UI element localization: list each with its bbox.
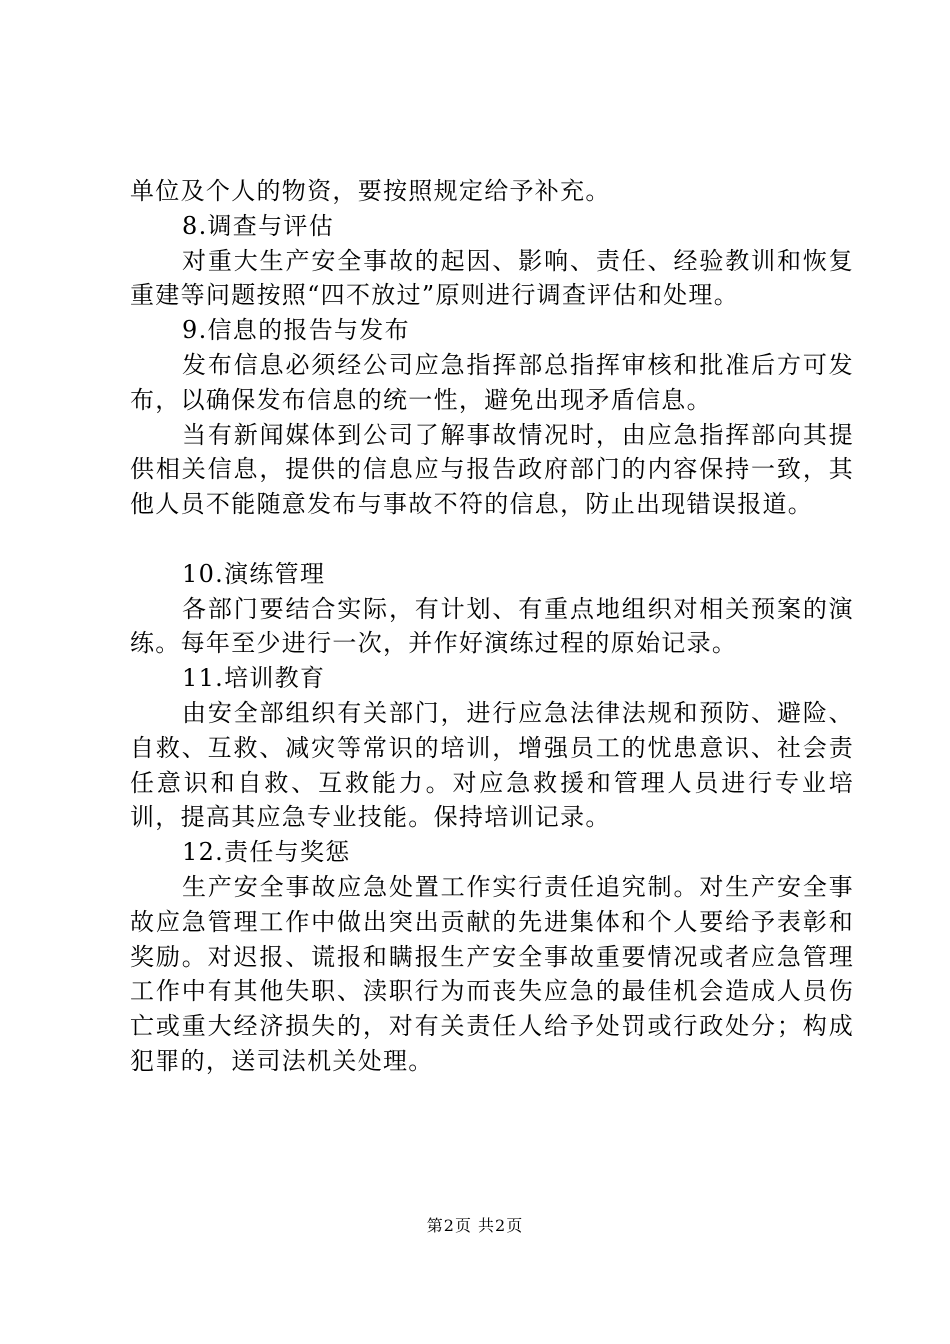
paragraph-responsibility: 生产安全事故应急处置工作实行责任追究制。对生产安全事故应急管理工作中做出突出贡献的先进集体和个人要给予表彰和奖励。对迟报、谎报和瞒报生产安全事故重要情况或者应急管理工作中有其他失职、渎职行为而丧失应急的最佳机会造成人员伤亡或重大经济损失的，对有关责任人给予处罚或行政处分；构成犯罪的，送司法机关处理。 xyxy=(130,872,854,1075)
section-heading-investigation: 8.调查与评估 xyxy=(182,211,334,240)
paragraph-media: 当有新闻媒体到公司了解事故情况时，由应急指挥部向其提供相关信息，提供的信息应与报告政府部门的内容保持一致，其他人员不能随意发布与事故不符的信息，防止出现错误报道。 xyxy=(130,420,854,519)
document-body xyxy=(130,174,854,1079)
paragraph-gap xyxy=(130,522,854,557)
section-heading-responsibility: 12.责任与奖惩 xyxy=(182,838,351,867)
page-number-label: 第2页 共2页 xyxy=(426,1216,524,1235)
section-heading-information-release: 9.信息的报告与发布 xyxy=(182,316,410,345)
section-heading-training: 11.培训教育 xyxy=(182,664,326,693)
page-footer xyxy=(0,1216,950,1236)
paragraph-drills: 各部门要结合实际，有计划、有重点地组织对相关预案的演练。每年至少进行一次，并作好演练过程的原始记录。 xyxy=(130,594,854,658)
paragraph-continuation: 单位及个人的物资，要按照规定给予补充。 xyxy=(130,177,611,205)
paragraph-investigation: 对重大生产安全事故的起因、影响、责任、经验教训和恢复重建等问题按照“四不放过”原则进行调查评估和处理。 xyxy=(130,246,854,310)
section-heading-drills: 10.演练管理 xyxy=(182,559,326,588)
paragraph-release-approval: 发布信息必须经公司应急指挥部总指挥审核和批准后方可发布，以确保发布信息的统一性，避免出现矛盾信息。 xyxy=(130,350,854,414)
paragraph-training: 由安全部组织有关部门，进行应急法律法规和预防、避险、自救、互救、减灾等常识的培训，增强员工的忧患意识、社会责任意识和自救、互救能力。对应急救援和管理人员进行专业培训，提高其应急专业技能。保持培训记录。 xyxy=(130,698,854,832)
